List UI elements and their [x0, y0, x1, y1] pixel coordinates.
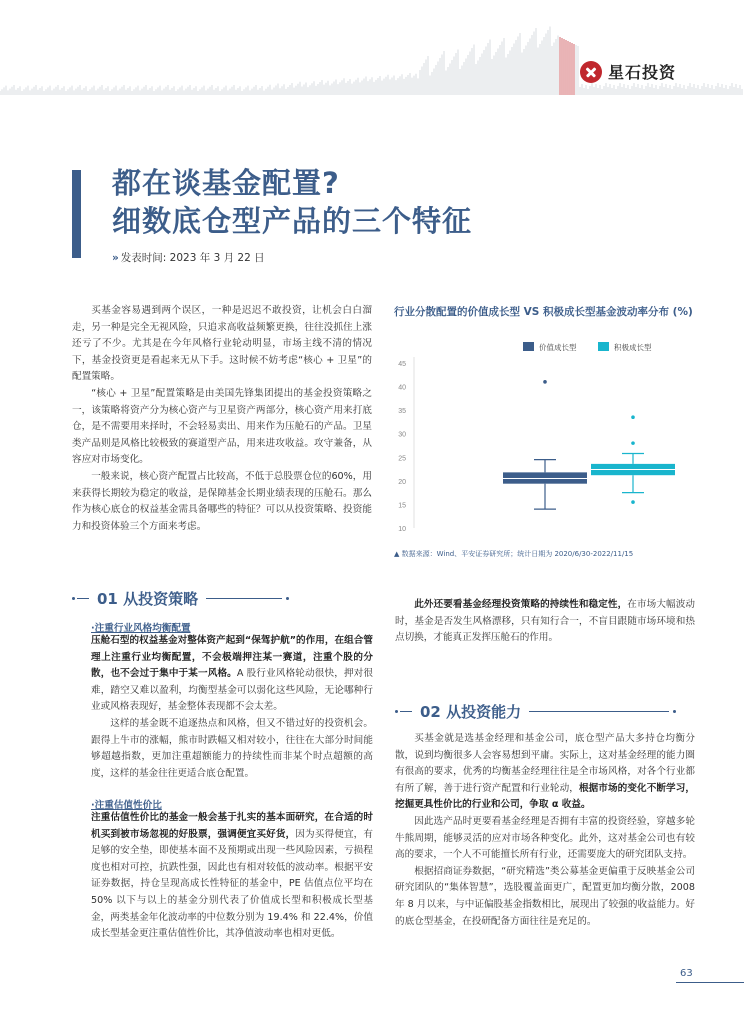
chart-source-text: 数据来源：Wind、平安证券研究所；统计日期为 2020/6/30-2022/11/15	[401, 550, 634, 558]
chart-source	[394, 549, 633, 559]
page-number: 63	[680, 968, 693, 979]
section-1-title: 01 从投资策略	[97, 590, 199, 608]
section-1-text-b	[91, 810, 373, 943]
box-outlier-point	[631, 415, 635, 419]
triangle-icon: ▲	[394, 550, 400, 558]
right-rest-text: 在市场大幅波动时，基金是否发生风格漂移，只有知行合一，不盲目跟随市场环境和热点切换，才能真正发挥压舱石的作用。	[395, 599, 696, 644]
s2-paragraph-2: 因此选产品时更要看基金经理是否拥有丰富的投资经验，穿越多轮牛熊周期，能够灵活的应对市场各种变化。此外，这对基金公司也有较高的要求，一个人不可能擅长所有行业，还需要庞大的研究团队支持。	[395, 815, 695, 861]
intro-paragraph-2: “核心 + 卫星”配置策略是由美国先锋集团提出的基金投资策略之一，该策略将资产分为核心资产与卫星资产两部分，核心资产用来打底仓，是不需要用来择时，不会轻易卖出、用来作为压舱石的产品。卫星类产品则是风格比较极致的赛道型产品，用来进攻收益。攻守兼备，从容应对市场变化。	[72, 387, 372, 466]
sub1-rest-text: A 股行业风格轮动很快，押对很难，踏空又难以盈利，均衡型基金可以弱化这些风险，无论哪种行业或风格表现好，基金整体表现都不会太差。	[91, 668, 373, 713]
subheading-industry-balance: ·注重行业风格均衡配置	[91, 623, 191, 634]
brand-name: 星石投资	[608, 63, 677, 82]
right-lead-text: 此外还要看基金经理投资策略的持续性和稳定性，	[414, 599, 628, 610]
y-tick-label: 15	[398, 502, 406, 510]
box-outlier-point	[543, 380, 547, 384]
section-1-end-dot	[286, 597, 289, 600]
intro-paragraph-3: 一般来说，核心资产配置占比较高，不低于总股票仓位的60%，用来获得长期较为稳定的收益，是保障基金长期业绩表现的压舱石。那么作为核心底仓的权益基金需具备哪些的特征？可以从投资策略、投资能力和投资体验三个方面来考虑。	[72, 470, 372, 532]
section-2-ornament	[395, 710, 412, 713]
header-decorative-bars	[0, 0, 744, 100]
sub1-paragraph-2: 这样的基金既不追逐热点和风格，但又不错过好的投资机会。跟得上牛市的涨幅，熊市时跌幅又相对较小，往往在大部分时间能够超越指数，更加注重超额能力的持续性而非某个时点超额的高度，这样的基金往往更适合底仓配置。	[91, 717, 373, 779]
subheading-valuation: ·注重估值性价比	[91, 800, 162, 811]
intro-paragraph-1: 买基金容易遇到两个误区，一种是迟迟不敢投资，让机会白白溜走，另一种是完全无视风险，只追求高收益频繁更换，往往没抓住上涨还亏了不少。尤其是在今年风格行业轮动明显，市场主线不清的情况下，基金投资更是看起来无从下手。这时候不妨考虑“核心 + 卫星”的配置策略。	[72, 305, 372, 383]
publish-date-text: 发表时间: 2023 年 3 月 22 日	[120, 252, 265, 264]
sub2-rest-text: 因为买得便宜，有足够的安全垫，即使基本面不及预期或出现一些风险因素，亏损程度也相对可控，抗跌性强，因此也有相对较低的波动率。根据平安证券数据，持仓呈现高成长性特征的基金中，PE 估值点位平均在 50% 以下与以上的基金分别代表了价值成长型和积极成长型基金，两类基金年化波动率的中位数分别为 19.4% 和 22.4%，价值成长型基金更注重估值性价比，其净值波动率也相对更低。	[91, 828, 374, 940]
legend-swatch	[523, 342, 534, 351]
section-1-ornament	[72, 597, 89, 600]
legend-label: 积极成长型	[614, 343, 652, 352]
y-tick-label: 10	[398, 526, 406, 533]
section-2-heading	[395, 701, 676, 722]
y-tick-label: 45	[398, 361, 406, 368]
s2-p1-b: 根据市场的变化不断学习，挖掘更具性价比的行业和公司，争取 α 收益。	[395, 782, 696, 811]
section-1-heading	[72, 588, 289, 609]
s2-p1-a: 买基金就是选基金经理和基金公司，底仓型产品大多持仓均衡分散，说到均衡很多人会容易想到平庸。实际上，这对基金经理的能力圈有很高的要求，优秀的均衡基金经理往往是全市场风格，对各个行业都有所了解，善于进行资产配置和行业轮动，	[395, 733, 695, 794]
box-outlier-point	[631, 441, 635, 445]
chart-title: 行业分散配置的价值成长型 VS 积极成长型基金波动率分布 (%)	[394, 306, 693, 318]
right-column-text	[395, 597, 695, 647]
publish-date	[112, 250, 265, 265]
sub1-lead-text: 压舱石型的权益基金对整体资产起到“保驾护航”的作用，在组合管理上注重行业均衡配置，不会极端押注某一赛道，注重个股的分散，也不会过于集中于某一风格。	[91, 635, 373, 680]
volatility-boxplot-chart	[392, 336, 692, 536]
y-tick-label: 30	[398, 431, 406, 439]
y-tick-label: 40	[398, 384, 406, 392]
section-2-title: 02 从投资能力	[420, 703, 522, 721]
section-1-text-a	[91, 633, 373, 782]
section-2-rule	[529, 711, 669, 713]
title-line-2: 细数底仓型产品的三个特征	[112, 204, 473, 238]
y-tick-label: 35	[398, 408, 406, 416]
chevron-double-right-icon: »	[112, 252, 119, 264]
sub2-lead-text: 注重估值性价比的基金一般会基于扎实的基本面研究，在合适的时机买到被市场忽视的好股票，强调便宜买好货，	[91, 812, 373, 840]
brand-logo	[580, 60, 676, 83]
section-1-rule	[206, 598, 282, 600]
y-tick-label: 25	[398, 455, 406, 463]
xingshi-logo-icon	[580, 61, 602, 83]
section-2-text	[395, 731, 695, 930]
s2-paragraph-3: 根据招商证券数据，“研究精选”类公募基金更偏重于反映基金公司研究团队的“集体智慧”，选股覆盖面更广，配置更加均衡分散，2008 年 8 月以来，与中证偏股基金指数相比，展现出了较强的收益能力。好的底仓型基金，在投研配备方面往往是充足的。	[395, 865, 696, 927]
legend-swatch	[598, 342, 609, 351]
y-tick-label: 20	[398, 478, 406, 486]
intro-text	[72, 303, 372, 535]
page-number-rule	[676, 982, 744, 983]
section-2-end-dot	[673, 710, 676, 713]
title-accent-bar	[72, 170, 81, 258]
legend-label: 价值成长型	[539, 343, 577, 352]
box-outlier-point	[631, 500, 635, 504]
title-line-1: 都在谈基金配置?	[112, 166, 340, 200]
article-title	[112, 164, 472, 240]
